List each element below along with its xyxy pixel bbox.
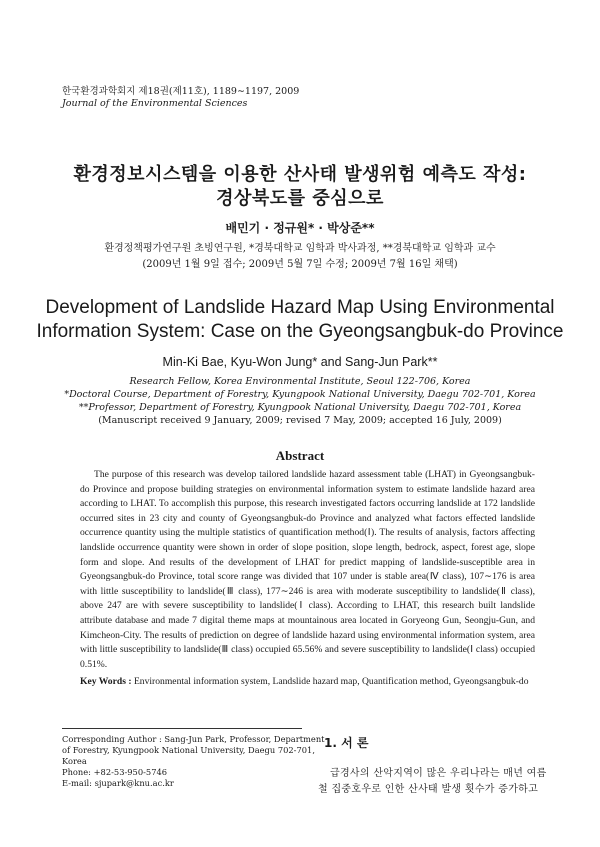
affiliation-2: *Doctoral Course, Department of Forestry, Kyungpook National University, Daegu 702-701, Korea	[64, 389, 536, 400]
english-authors: Min-Ki Bae, Kyu-Won Jung* and Sang-Jun Park**	[162, 355, 438, 369]
keywords	[80, 676, 550, 687]
korean-authors: 배민기 · 정규원* · 박상준**	[225, 221, 375, 235]
footnote-line: Phone: +82-53-950-5746	[62, 767, 168, 777]
journal-name: Journal of the Environmental Sciences	[62, 98, 248, 109]
manuscript-dates: (Manuscript received 9 January, 2009; revised 7 May, 2009; accepted 16 July, 2009)	[98, 415, 502, 426]
abstract-heading: Abstract	[275, 448, 325, 463]
section-text-line1: 급경사의 산악지역이 많은 우리나라는 매년 여름	[330, 768, 547, 779]
abstract-text: The purpose of this research was develop tailored landslide hazard assessment table (LHAT) in Gyeongsangbuk-do Province and propose building strategies on environmental information system to estimate landslide hazard area according to LHAT. To accomplish this purpose, this research investigated factors occurring landslide at 172 landslide occurred sites in 23 city and county of Gyeongsangbuk-do Province and analyzed what factors effected landslide occurrence quantity using the multiple statistics of quantification method(Ⅰ). The results of analysis, factors affecting landslide occurrence quantity were shown in order of slope position, slope length, bedrock, aspect, forest age, slope form and slope. And results of the development of LHAT for predict mapping of landslide-susceptible area in Gyeongsangbuk-do Province, total score range was divided that 107 under is stable area(Ⅳ class), 107∼176 is area with little susceptibility to landslide(Ⅲ class), 177∼246 is area with moderate susceptibility to landslide(Ⅱ class), above 247 are with severe susceptibility to landslide(Ⅰ class). According to LHAT, this research built landslide attribute database and made 7 digital theme maps at mountainous area located in Goryeong Gun, Seongju-Gun, and Kimcheon-City. The results of prediction on degree of landslide hazard using environmental information system, area with little susceptibility to landslide(Ⅲ class) occupied 65.56% and severe susceptibility to landslide(Ⅰ class) occupied 0.51%.	[80, 469, 535, 670]
keywords-text: Environmental information system, Landslide hazard map, Quantification method, Gyeongsangbuk-do	[133, 676, 529, 687]
abstract-body	[80, 468, 535, 672]
korean-title-line2: 경상북도를 중심으로	[216, 188, 384, 209]
korean-affiliations: 환경정책평가연구원 초빙연구원, *경북대학교 임학과 박사과정, **경북대학교 임학과 교수	[104, 243, 496, 254]
footnote-rule	[62, 728, 302, 729]
footnote-line: E-mail: sjupark@knu.ac.kr	[62, 778, 174, 788]
footnote-line: of Forestry, Kyungpook National University, Daegu 702-701,	[62, 745, 315, 755]
footnote-line: Korea	[62, 756, 87, 766]
korean-dates: (2009년 1월 9일 접수; 2009년 5월 7일 수정; 2009년 7월 16일 채택)	[142, 259, 458, 270]
footnote-line: Corresponding Author : Sang-Jun Park, Professor, Department	[62, 734, 325, 744]
journal-citation: 한국환경과학회지 제18권(제11호), 1189∼1197, 2009	[62, 86, 300, 97]
section-heading: 1. 서 론	[324, 736, 369, 750]
affiliation-3: **Professor, Department of Forestry, Kyungpook National University, Daegu 702-701, Korea	[78, 402, 522, 413]
footnote	[62, 734, 325, 789]
section-text-line2: 철 집중호우로 인한 산사태 발생 횟수가 증가하고	[318, 784, 539, 795]
english-title-line2: Information System: Case on the Gyeongsangbuk-do Province	[36, 321, 564, 342]
keywords-label: Key Words :	[80, 676, 132, 687]
english-title-line1: Development of Landslide Hazard Map Using Environmental	[45, 297, 555, 318]
korean-title-line1: 환경정보시스템을 이용한 산사태 발생위험 예측도 작성:	[73, 164, 527, 185]
affiliation-1: Research Fellow, Korea Environmental Institute, Seoul 122-706, Korea	[129, 376, 471, 387]
